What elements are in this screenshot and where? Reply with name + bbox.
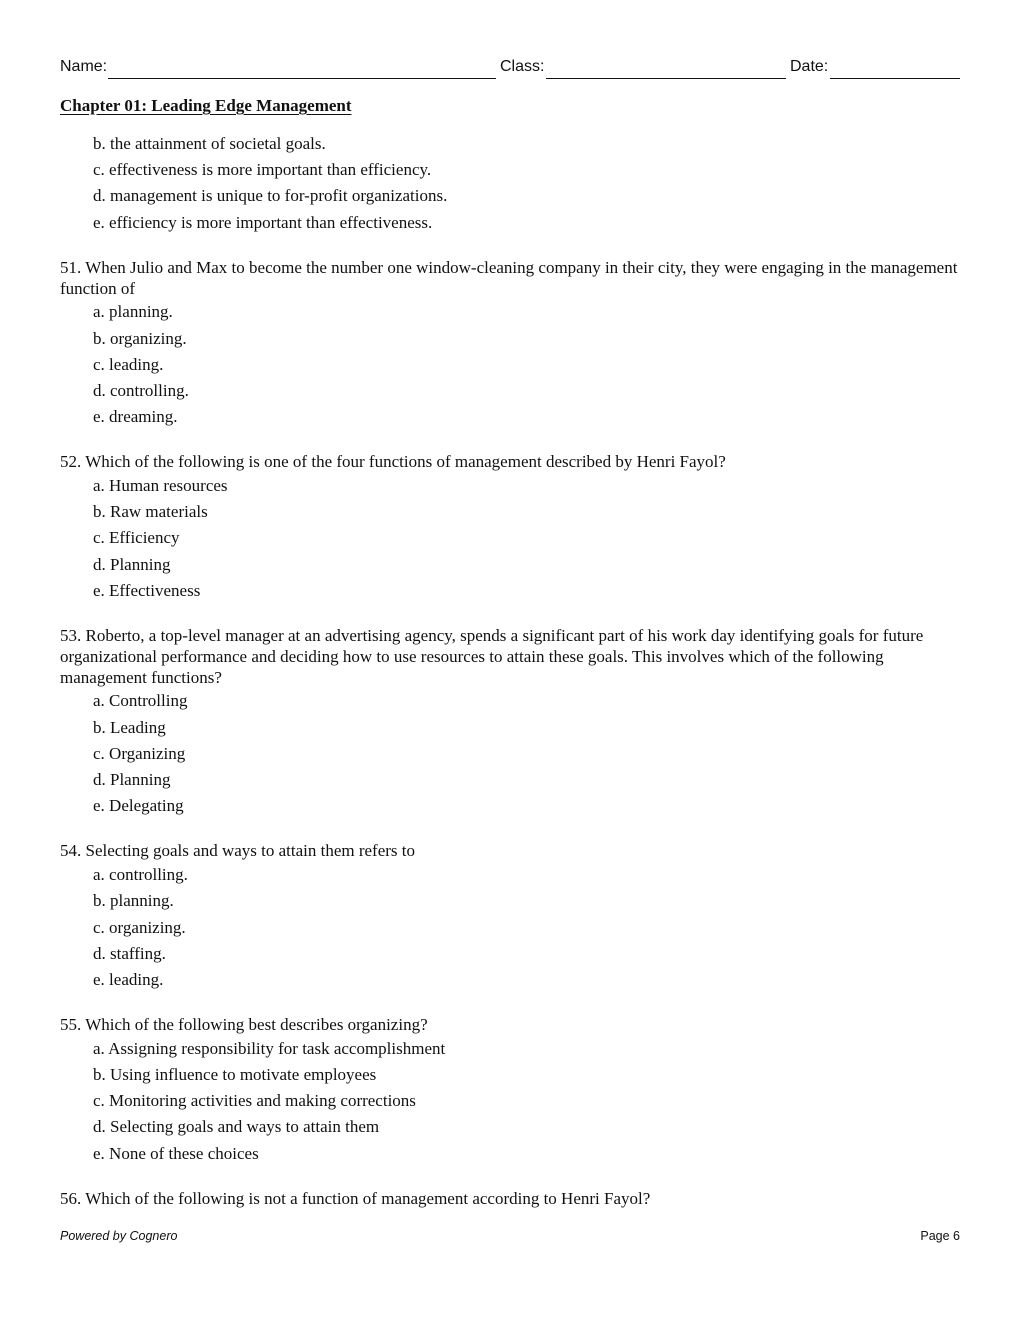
answer-option: e. None of these choices xyxy=(93,1143,259,1163)
question-content xyxy=(60,134,960,1213)
answer-option: c. Efficiency xyxy=(93,528,180,548)
answer-option: d. Planning xyxy=(93,554,171,574)
date-field-line xyxy=(830,78,960,79)
question-text: 53. Roberto, a top-level manager at an advertising agency, spends a significant part of his work day identifying goals for future organizational performance and deciding how to use resources to attain these goals. This involves which of the following management functions? xyxy=(60,626,924,687)
name-field-line xyxy=(108,78,496,79)
answer-option: d. staffing. xyxy=(93,943,166,963)
answer-option: a. Controlling xyxy=(93,691,188,711)
answer-option: e. Effectiveness xyxy=(93,580,201,600)
answer-option: d. controlling. xyxy=(93,380,189,400)
answer-option: d. Planning xyxy=(93,769,171,789)
answer-option: e. efficiency is more important than effectiveness. xyxy=(93,212,433,232)
question-52 xyxy=(60,452,960,607)
answer-option: a. planning. xyxy=(93,302,173,322)
document-page xyxy=(60,0,960,1320)
answer-option: b. Leading xyxy=(93,717,166,737)
question-56 xyxy=(60,1189,960,1210)
answer-option: d. management is unique to for-profit organizations. xyxy=(93,186,448,206)
date-label: Date: xyxy=(790,58,829,75)
student-info-header xyxy=(60,58,960,82)
chapter-title: Chapter 01: Leading Edge Management xyxy=(60,96,352,115)
answer-option: c. Monitoring activities and making corrections xyxy=(93,1091,416,1111)
page-number: Page 6 xyxy=(920,1229,960,1243)
name-label: Name: xyxy=(60,58,108,75)
answer-option: a. Assigning responsibility for task accomplishment xyxy=(93,1038,446,1058)
answer-option: b. organizing. xyxy=(93,328,187,348)
answer-option: c. organizing. xyxy=(93,917,186,937)
answer-option: a. Human resources xyxy=(93,476,228,496)
question-text: 52. Which of the following is one of the four functions of management described by Henri Fayol? xyxy=(60,452,726,472)
question-text: 51. When Julio and Max to become the number one window-cleaning company in their city, they were engaging in the management function of xyxy=(60,257,958,298)
question-51 xyxy=(60,258,960,434)
answer-option: e. leading. xyxy=(93,969,164,989)
powered-by-footer: Powered by Cognero xyxy=(60,1229,178,1243)
question-text: 55. Which of the following best describes organizing? xyxy=(60,1015,428,1035)
answer-option: b. Raw materials xyxy=(93,502,208,522)
answer-option: a. controlling. xyxy=(93,865,188,885)
class-label: Class: xyxy=(500,58,545,75)
continued-options xyxy=(60,134,960,239)
answer-option: b. Using influence to motivate employees xyxy=(93,1065,377,1085)
answer-option: c. Organizing xyxy=(93,743,186,763)
answer-option: e. dreaming. xyxy=(93,407,178,427)
answer-option: c. effectiveness is more important than efficiency. xyxy=(93,160,432,180)
answer-option: c. leading. xyxy=(93,354,164,374)
class-field-line xyxy=(546,78,786,79)
answer-option: d. Selecting goals and ways to attain them xyxy=(93,1117,380,1137)
question-55 xyxy=(60,1015,960,1170)
answer-option: b. planning. xyxy=(93,891,174,911)
question-text: 54. Selecting goals and ways to attain them refers to xyxy=(60,841,416,861)
answer-option: e. Delegating xyxy=(93,796,184,816)
question-53 xyxy=(60,626,960,822)
answer-option: b. the attainment of societal goals. xyxy=(93,134,326,153)
question-54 xyxy=(60,841,960,996)
question-text: 56. Which of the following is not a function of management according to Henri Fayol? xyxy=(60,1188,651,1208)
